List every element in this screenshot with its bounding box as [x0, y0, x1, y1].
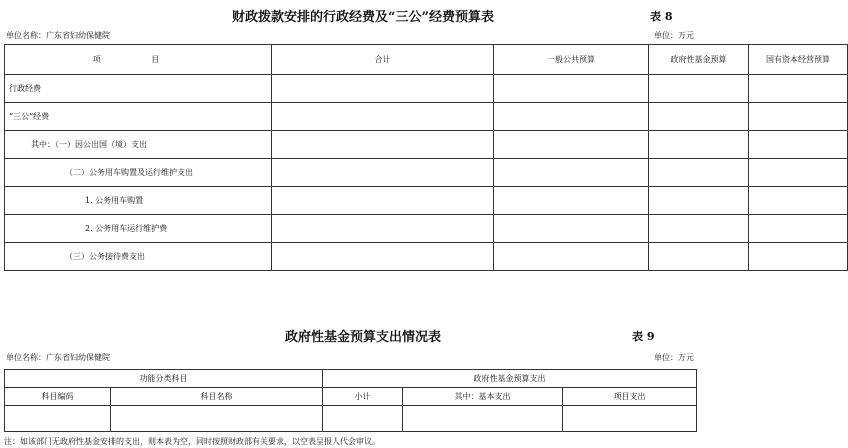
table8-header-general-budget: 一般公共预算 — [494, 45, 649, 75]
table9-group-functional: 功能分类科目 — [5, 370, 323, 388]
table9-header-project: 项目支出 — [563, 388, 697, 406]
table-row — [5, 103, 848, 131]
table-row — [5, 243, 848, 271]
row-label-overseas: 其中：（一）因公出国（境）支出 — [5, 131, 272, 159]
table9-group-header-row — [5, 370, 697, 388]
row-label-admin-expense: 行政经费 — [5, 75, 272, 103]
table9-header-basic: 其中：基本支出 — [403, 388, 563, 406]
table8-unit-name: 单位名称：广东省妇幼保健院 — [6, 31, 110, 40]
table8-unit: 单位：万元 — [654, 31, 694, 40]
table9-unit-name: 单位名称：广东省妇幼保健院 — [6, 353, 110, 362]
row-label-three-public: “三公”经费 — [5, 103, 272, 131]
table8-title: 财政拨款安排的行政经费及“三公”经费预算表 — [232, 10, 494, 25]
table9-header-row — [5, 388, 697, 406]
table8 — [4, 44, 848, 271]
table-row — [5, 187, 848, 215]
table8-header-total: 合计 — [272, 45, 494, 75]
row-label-vehicle-purchase: 1. 公务用车购置 — [5, 187, 272, 215]
table-row — [5, 406, 697, 432]
table8-header-item: 项 目 — [5, 45, 272, 75]
table9-header-subtotal: 小计 — [323, 388, 403, 406]
row-label-reception: （三）公务接待费支出 — [5, 243, 272, 271]
table9-note: 注：如该部门无政府性基金安排的支出，则本表为空，同时按照财政部有关要求，以空表呈报人代会审议。 — [4, 437, 380, 446]
table9-group-fund-expense: 政府性基金预算支出 — [323, 370, 697, 388]
table-row — [5, 131, 848, 159]
row-label-vehicle-maintenance: 2. 公务用车运行维护费 — [5, 215, 272, 243]
table9 — [4, 369, 697, 432]
table8-header-row — [5, 45, 848, 75]
table-row — [5, 159, 848, 187]
table9-header-code: 科目编码 — [5, 388, 111, 406]
table-row — [5, 75, 848, 103]
table9-tag: 表 9 — [632, 330, 655, 343]
table9-header-name: 科目名称 — [111, 388, 323, 406]
table9-unit: 单位：万元 — [654, 353, 694, 362]
table-row — [5, 215, 848, 243]
table9-title: 政府性基金预算支出情况表 — [285, 330, 442, 345]
table8-tag: 表 8 — [650, 10, 673, 23]
table8-header-fund-budget: 政府性基金预算 — [649, 45, 749, 75]
row-label-vehicles: （二）公务用车购置及运行维护支出 — [5, 159, 272, 187]
table8-header-capital-budget: 国有资本经营预算 — [749, 45, 848, 75]
